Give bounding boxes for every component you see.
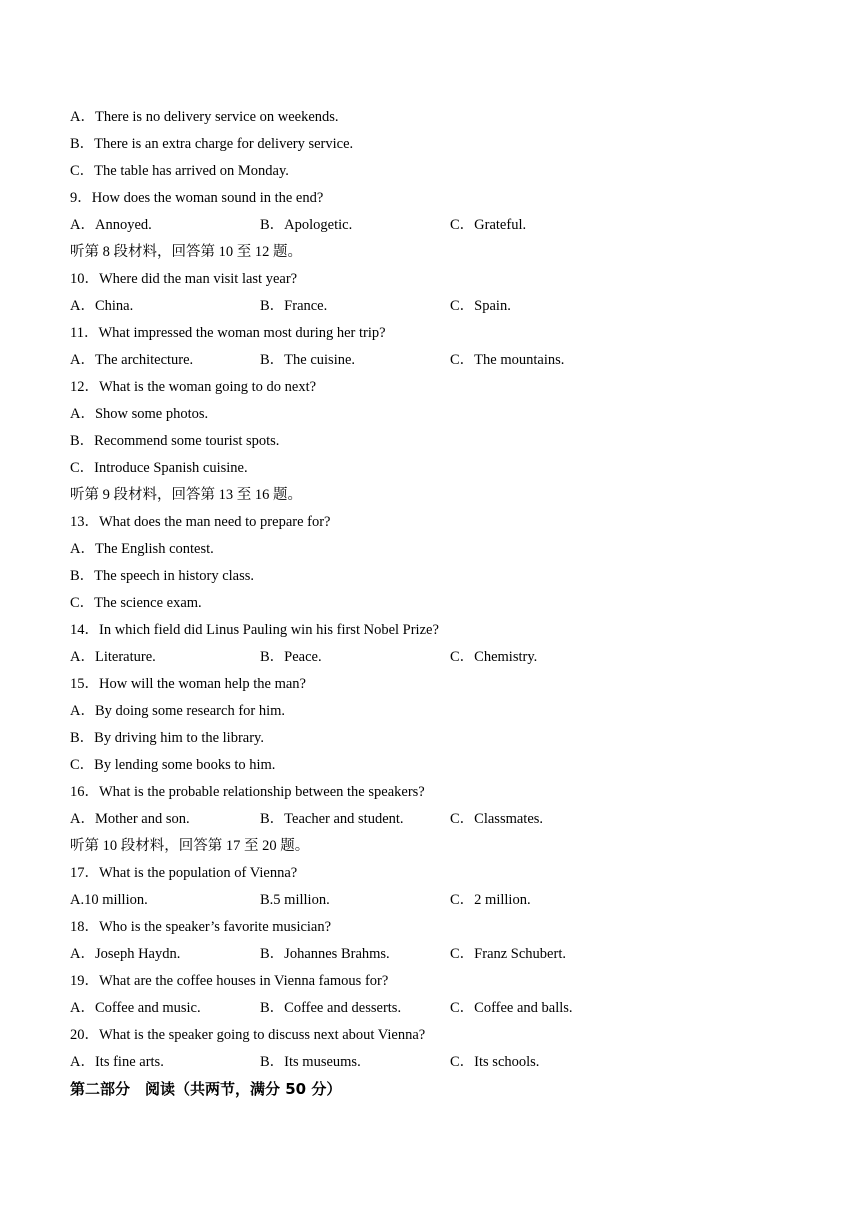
answer-option: B．Peace. bbox=[260, 649, 322, 665]
answer-option: C．Its schools. bbox=[450, 1054, 540, 1070]
answer-option: A．China. bbox=[70, 298, 134, 314]
text-line: 12．What is the woman going to do next? bbox=[70, 379, 317, 395]
text-line: 11．What impressed the woman most during her trip? bbox=[70, 325, 386, 341]
text-line: C．Introduce Spanish cuisine. bbox=[70, 460, 248, 476]
answer-option: A．Its fine arts. bbox=[70, 1054, 164, 1070]
text-line: B．By driving him to the library. bbox=[70, 730, 264, 746]
options-row bbox=[70, 349, 810, 376]
text-line: 10．Where did the man visit last year? bbox=[70, 271, 298, 287]
options-row bbox=[70, 997, 810, 1024]
answer-option: B．Its museums. bbox=[260, 1054, 361, 1070]
answer-option: C．Coffee and balls. bbox=[450, 1000, 573, 1016]
text-line: C．By lending some books to him. bbox=[70, 757, 276, 773]
text-line: 18．Who is the speaker’s favorite musician? bbox=[70, 919, 332, 935]
options-row bbox=[70, 646, 810, 673]
answer-option: B．Coffee and desserts. bbox=[260, 1000, 402, 1016]
options-row bbox=[70, 295, 810, 322]
answer-option: C．Chemistry. bbox=[450, 649, 538, 665]
text-line: 16．What is the probable relationship between the speakers? bbox=[70, 784, 425, 800]
options-row bbox=[70, 808, 810, 835]
text-line: B．Recommend some tourist spots. bbox=[70, 433, 280, 449]
text-line: 听第 8 段材料，回答第 10 至 12 题。 bbox=[70, 244, 302, 260]
text-line: 13．What does the man need to prepare for? bbox=[70, 514, 331, 530]
answer-option: C．Franz Schubert. bbox=[450, 946, 566, 962]
answer-option: B．The cuisine. bbox=[260, 352, 356, 368]
answer-option: C．Classmates. bbox=[450, 811, 544, 827]
answer-option: C．2 million. bbox=[450, 892, 531, 908]
text-line: 19．What are the coffee houses in Vienna famous for? bbox=[70, 973, 389, 989]
answer-option: C．Grateful. bbox=[450, 217, 527, 233]
answer-option: A．The architecture. bbox=[70, 352, 194, 368]
answer-option: B．Apologetic. bbox=[260, 217, 353, 233]
text-line: 14．In which field did Linus Pauling win his first Nobel Prize? bbox=[70, 622, 439, 638]
text-line: A．The English contest. bbox=[70, 541, 214, 557]
answer-option: B．Teacher and student. bbox=[260, 811, 404, 827]
text-line: 听第 9 段材料，回答第 13 至 16 题。 bbox=[70, 487, 302, 503]
text-line: C．The science exam. bbox=[70, 595, 202, 611]
options-row bbox=[70, 1051, 810, 1078]
answer-option: C．Spain. bbox=[450, 298, 511, 314]
answer-option: A．Coffee and music. bbox=[70, 1000, 201, 1016]
text-line: A．Show some photos. bbox=[70, 406, 209, 422]
answer-option: A．Mother and son. bbox=[70, 811, 190, 827]
text-line: C．The table has arrived on Monday. bbox=[70, 163, 289, 179]
answer-option: A．Joseph Haydn. bbox=[70, 946, 181, 962]
text-line: A．There is no delivery service on weekends. bbox=[70, 109, 339, 125]
answer-option: A．Annoyed. bbox=[70, 217, 152, 233]
text-line: B．There is an extra charge for delivery service. bbox=[70, 136, 354, 152]
options-row bbox=[70, 214, 810, 241]
answer-option: B．France. bbox=[260, 298, 328, 314]
answer-option: B.5 million. bbox=[260, 892, 330, 908]
text-line: 20．What is the speaker going to discuss next about Vienna? bbox=[70, 1027, 426, 1043]
answer-option: C．The mountains. bbox=[450, 352, 565, 368]
text-line: 15．How will the woman help the man? bbox=[70, 676, 306, 692]
options-row bbox=[70, 889, 810, 916]
exam-content bbox=[70, 106, 810, 1105]
text-line: 听第 10 段材料，回答第 17 至 20 题。 bbox=[70, 838, 310, 854]
answer-option: A．Literature. bbox=[70, 649, 156, 665]
section-title: 第二部分 阅读（共两节，满分 50 分） bbox=[70, 1080, 342, 1098]
answer-option: B．Johannes Brahms. bbox=[260, 946, 390, 962]
text-line: 17．What is the population of Vienna? bbox=[70, 865, 298, 881]
text-line: A．By doing some research for him. bbox=[70, 703, 286, 719]
options-row bbox=[70, 943, 810, 970]
answer-option: A.10 million. bbox=[70, 892, 148, 908]
text-line: 9．How does the woman sound in the end? bbox=[70, 190, 324, 206]
text-line: B．The speech in history class. bbox=[70, 568, 255, 584]
